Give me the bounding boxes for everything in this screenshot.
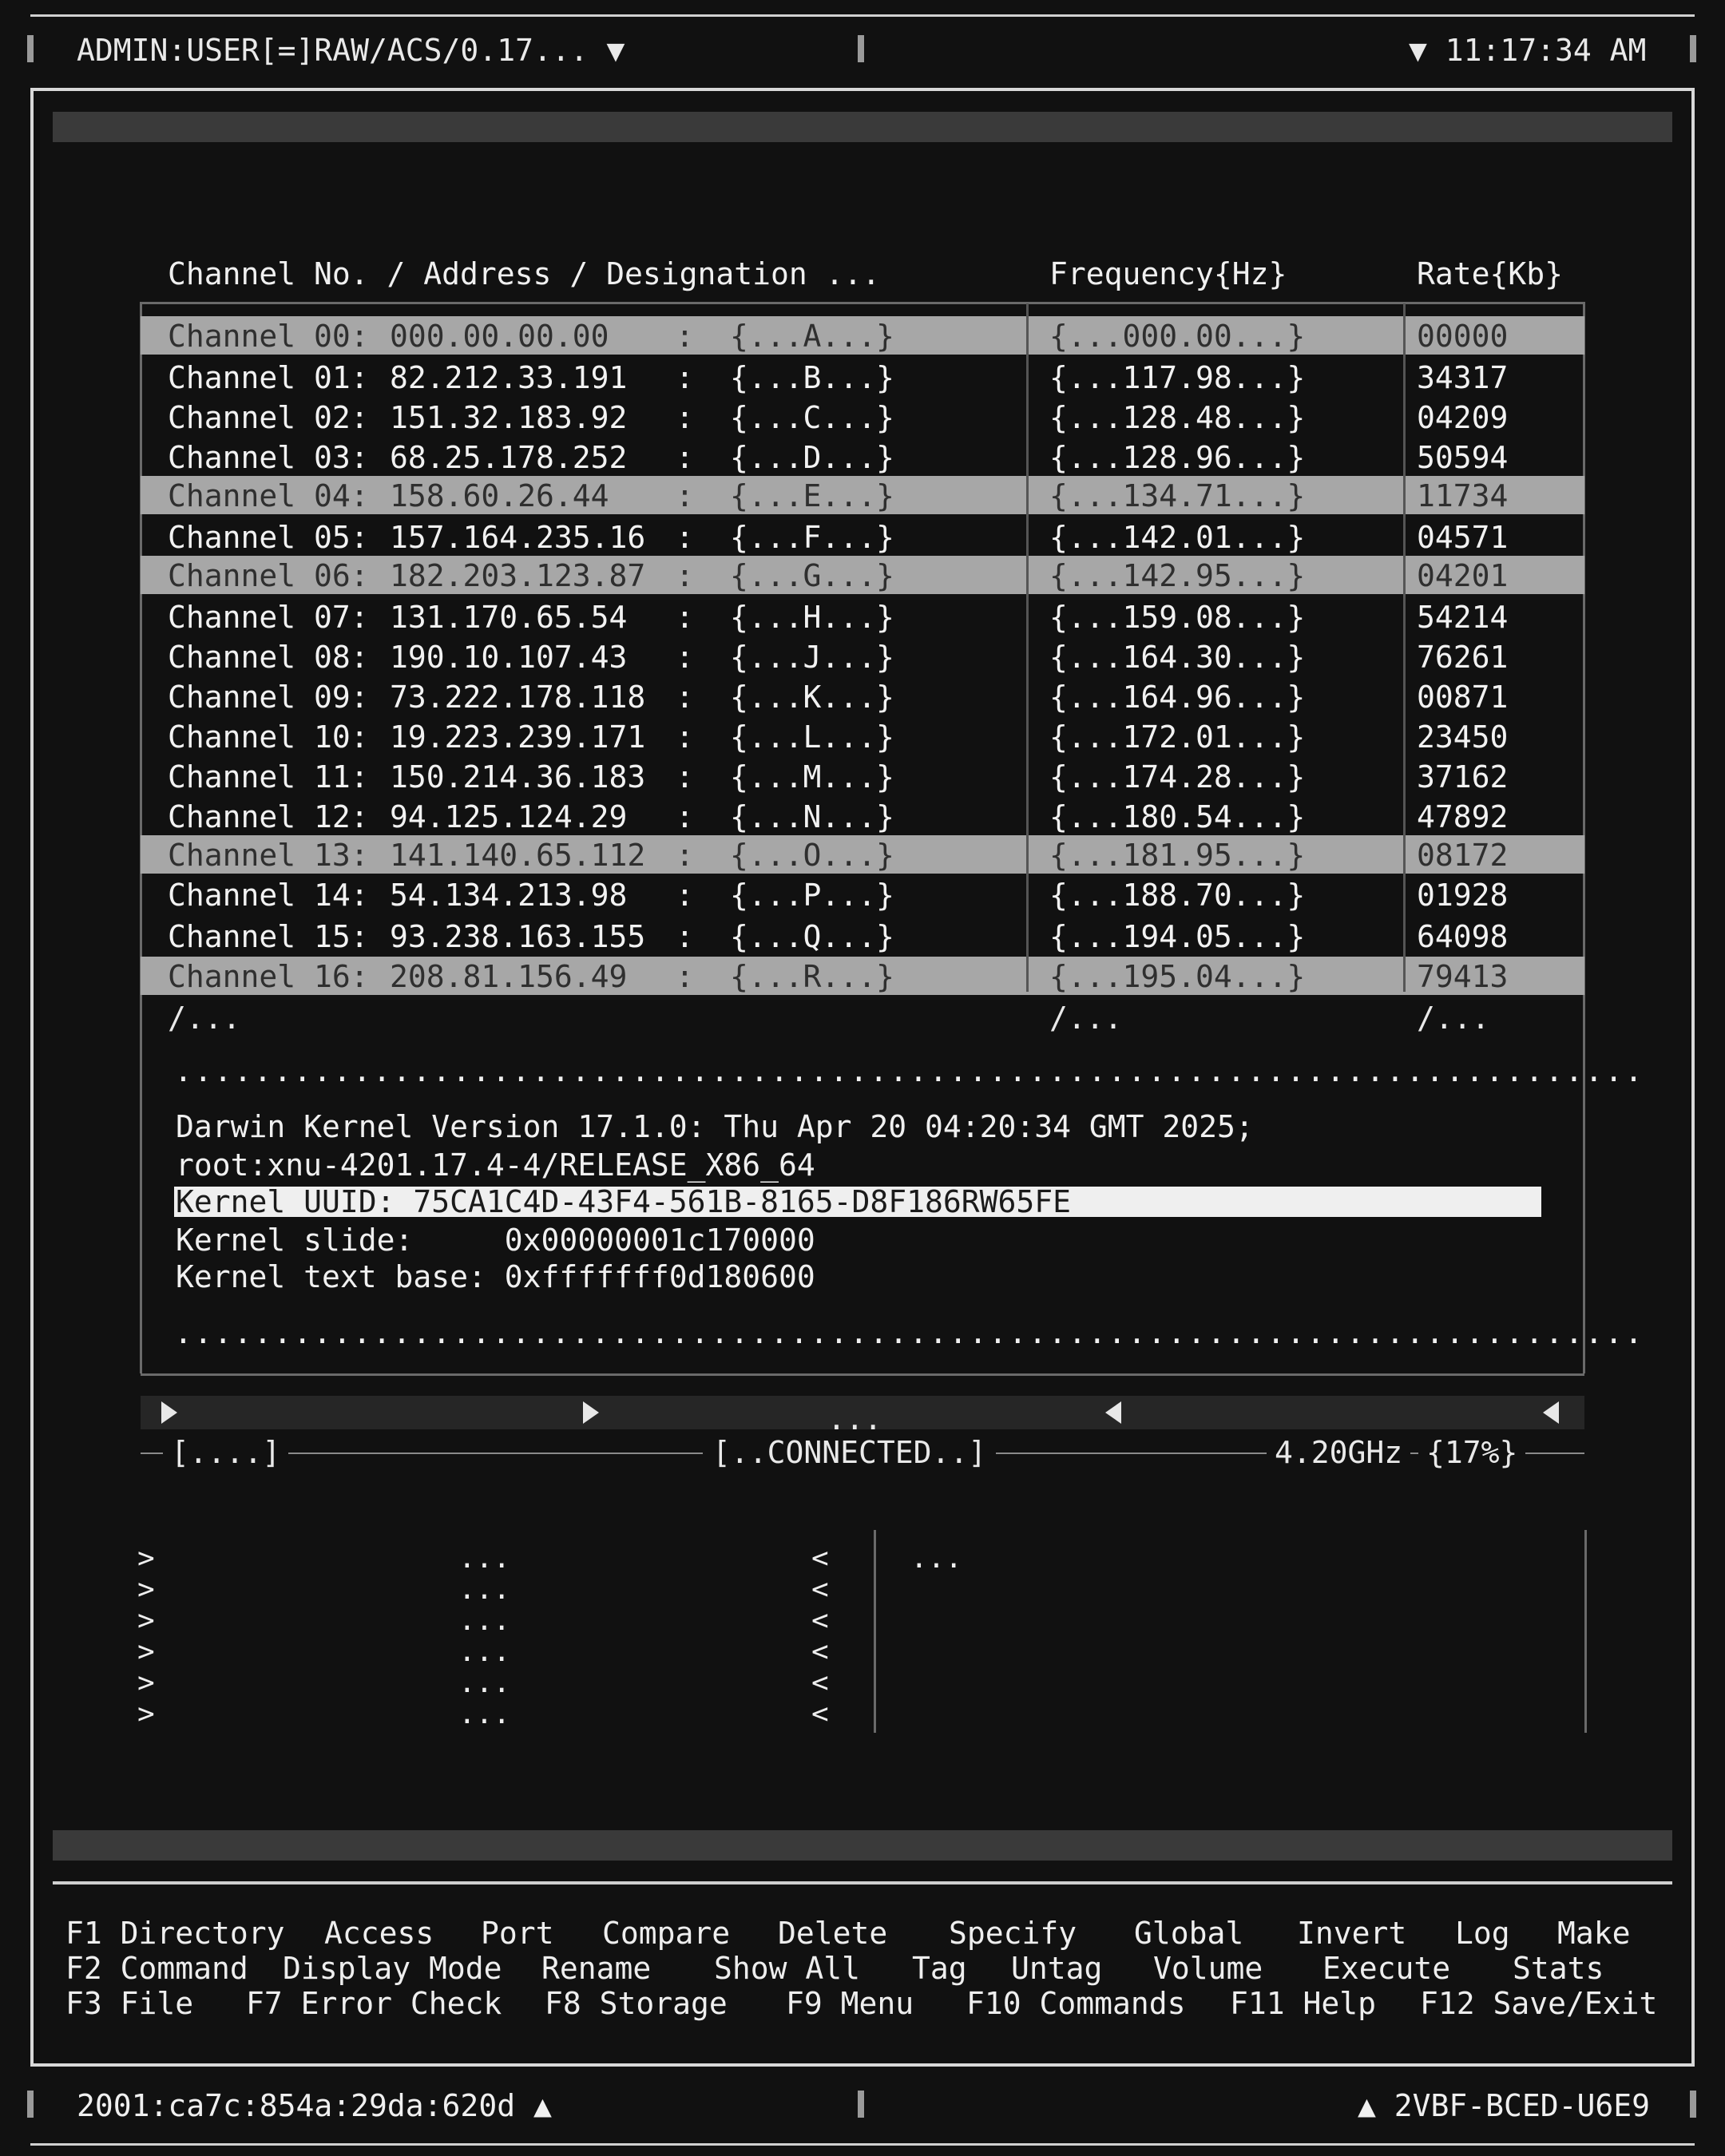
function-key-f12-save-exit[interactable]: F12 Save/Exit bbox=[1420, 1986, 1658, 2021]
function-key-rename[interactable]: Rename bbox=[541, 1951, 652, 1986]
channel-designation: {...L...} bbox=[730, 719, 894, 755]
top-left-tick bbox=[27, 35, 34, 62]
session-path[interactable]: ADMIN:USER[=]RAW/ACS/0.17... ▼ bbox=[77, 33, 625, 68]
function-key-f11-help[interactable]: F11 Help bbox=[1230, 1986, 1377, 2021]
table-row[interactable] bbox=[141, 835, 1584, 874]
function-key-volume[interactable]: Volume bbox=[1153, 1951, 1263, 1986]
dotted-separator-bottom: .......................................................................... bbox=[174, 1315, 1644, 1350]
list-collapse-marker[interactable]: < bbox=[811, 1667, 829, 1699]
channel-frequency: {...159.08...} bbox=[1049, 600, 1306, 635]
channel-rate: 00000 bbox=[1417, 319, 1509, 354]
channel-number: Channel 04: bbox=[168, 478, 369, 513]
list-item-value: ... bbox=[458, 1573, 511, 1606]
channel-number: Channel 11: bbox=[168, 759, 369, 795]
play-right-icon[interactable] bbox=[161, 1401, 177, 1424]
channel-designation: {...R...} bbox=[730, 959, 894, 994]
table-row[interactable] bbox=[141, 957, 1584, 995]
table-row[interactable] bbox=[141, 398, 1584, 436]
channel-separator: : bbox=[676, 520, 694, 555]
connection-status: [..CONNECTED..] bbox=[703, 1437, 996, 1468]
table-row[interactable] bbox=[141, 316, 1584, 355]
channel-designation: {...M...} bbox=[730, 759, 894, 795]
channel-address: 73.222.178.118 bbox=[390, 680, 646, 715]
channel-number: Channel 16: bbox=[168, 959, 369, 994]
channel-designation: {...E...} bbox=[730, 478, 894, 513]
function-key-make[interactable]: Make bbox=[1557, 1916, 1631, 1951]
channel-rate: 04209 bbox=[1417, 400, 1509, 435]
channel-number: Channel 05: bbox=[168, 520, 369, 555]
channel-separator: : bbox=[676, 919, 694, 954]
channel-designation: {...J...} bbox=[730, 640, 894, 675]
table-row[interactable] bbox=[141, 797, 1584, 835]
list-expand-marker[interactable]: > bbox=[137, 1698, 155, 1730]
function-key-display-mode[interactable]: Display Mode bbox=[283, 1951, 502, 1986]
function-key-tag[interactable]: Tag bbox=[912, 1951, 967, 1986]
kernel-slide: Kernel slide: 0x00000001c170000 bbox=[176, 1223, 815, 1258]
channel-frequency: {...128.48...} bbox=[1049, 400, 1306, 435]
channel-frequency: {...174.28...} bbox=[1049, 759, 1306, 795]
list-collapse-marker[interactable]: < bbox=[811, 1698, 829, 1730]
channel-separator: : bbox=[676, 719, 694, 755]
channel-frequency: {...195.04...} bbox=[1049, 959, 1306, 994]
function-key-compare[interactable]: Compare bbox=[602, 1916, 731, 1951]
channel-number: Channel 08: bbox=[168, 640, 369, 675]
channel-number: Channel 09: bbox=[168, 680, 369, 715]
table-row[interactable] bbox=[141, 717, 1584, 755]
channel-rate: 04201 bbox=[1417, 558, 1509, 593]
channel-address: 82.212.33.191 bbox=[390, 360, 628, 395]
channel-address: 151.32.183.92 bbox=[390, 400, 628, 435]
channel-address: 157.164.235.16 bbox=[390, 520, 646, 555]
list-collapse-marker[interactable]: < bbox=[811, 1604, 829, 1637]
channel-frequency: {...180.54...} bbox=[1049, 799, 1306, 834]
function-key-specify[interactable]: Specify bbox=[949, 1916, 1077, 1951]
channel-address: 131.170.65.54 bbox=[390, 600, 628, 635]
table-bottom-rule bbox=[141, 1373, 1584, 1376]
list-collapse-marker[interactable]: < bbox=[811, 1635, 829, 1668]
channel-rate: 01928 bbox=[1417, 878, 1509, 913]
top-right-tick bbox=[1690, 35, 1696, 62]
channel-address: 150.214.36.183 bbox=[390, 759, 646, 795]
function-key-invert[interactable]: Invert bbox=[1297, 1916, 1407, 1951]
channel-rate: 64098 bbox=[1417, 919, 1509, 954]
table-row[interactable] bbox=[141, 917, 1584, 955]
load-percent: {17%} bbox=[1418, 1437, 1525, 1468]
channel-rate: 23450 bbox=[1417, 719, 1509, 755]
channel-separator: : bbox=[676, 478, 694, 513]
play-right-icon[interactable] bbox=[583, 1401, 599, 1424]
status-left-label: [....] bbox=[163, 1437, 288, 1468]
kernel-version: Darwin Kernel Version 17.1.0: Thu Apr 20 04:20:34 GMT 2025; bbox=[176, 1109, 1254, 1144]
column-sep-rate bbox=[1403, 303, 1406, 992]
channel-rate: 76261 bbox=[1417, 640, 1509, 675]
channel-frequency: {...188.70...} bbox=[1049, 878, 1306, 913]
table-top-rule bbox=[141, 302, 1584, 304]
channel-frequency: {...172.01...} bbox=[1049, 719, 1306, 755]
channel-number: Channel 10: bbox=[168, 719, 369, 755]
more-channels[interactable]: /... bbox=[168, 1001, 241, 1036]
table-row[interactable] bbox=[141, 358, 1584, 396]
list-right-text: ... bbox=[910, 1542, 963, 1575]
list-divider bbox=[874, 1530, 876, 1733]
column-sep-frequency bbox=[1026, 303, 1029, 992]
list-right-border bbox=[1584, 1530, 1587, 1733]
channel-separator: : bbox=[676, 759, 694, 795]
channel-address: 141.140.65.112 bbox=[390, 838, 646, 873]
function-key-execute[interactable]: Execute bbox=[1322, 1951, 1451, 1986]
channel-address: 182.203.123.87 bbox=[390, 558, 646, 593]
function-key-log[interactable]: Log bbox=[1455, 1916, 1510, 1951]
slider-center-label: ... bbox=[827, 1401, 882, 1437]
channel-address: 208.81.156.49 bbox=[390, 959, 628, 994]
channel-designation: {...O...} bbox=[730, 838, 894, 873]
function-key-f3-file[interactable]: F3 File bbox=[65, 1986, 194, 2021]
channel-frequency: {...194.05...} bbox=[1049, 919, 1306, 954]
list-expand-marker[interactable]: > bbox=[137, 1667, 155, 1699]
channel-designation: {...C...} bbox=[730, 400, 894, 435]
channel-separator: : bbox=[676, 558, 694, 593]
kernel-text-base: Kernel text base: 0xfffffff0d180600 bbox=[176, 1259, 815, 1294]
channel-designation: {...P...} bbox=[730, 878, 894, 913]
bottom-right-tick bbox=[1690, 2091, 1696, 2118]
channel-rate: 37162 bbox=[1417, 759, 1509, 795]
device-code[interactable]: ▲ 2VBF-BCED-U6E9 bbox=[1358, 2088, 1651, 2123]
channel-number: Channel 13: bbox=[168, 838, 369, 873]
channel-frequency: {...000.00...} bbox=[1049, 319, 1306, 354]
header-channel: Channel No. / Address / Designation ... bbox=[168, 256, 881, 291]
bottom-rule bbox=[30, 2143, 1695, 2146]
cpu-speed: 4.20GHz bbox=[1267, 1437, 1410, 1468]
play-left-icon[interactable] bbox=[1105, 1401, 1121, 1424]
table-row[interactable] bbox=[141, 677, 1584, 715]
channel-designation: {...F...} bbox=[730, 520, 894, 555]
channel-number: Channel 02: bbox=[168, 400, 369, 435]
channel-separator: : bbox=[676, 400, 694, 435]
function-key-f1-directory[interactable]: F1 Directory bbox=[65, 1916, 285, 1951]
channel-number: Channel 00: bbox=[168, 319, 369, 354]
ipv6-address[interactable]: 2001:ca7c:854a:29da:620d ▲ bbox=[77, 2088, 552, 2123]
list-expand-marker[interactable]: > bbox=[137, 1635, 155, 1668]
clock[interactable]: ▼ 11:17:34 AM bbox=[1409, 33, 1647, 68]
top-center-tick bbox=[858, 35, 864, 62]
table-row[interactable] bbox=[141, 597, 1584, 636]
channel-designation: {...A...} bbox=[730, 319, 894, 354]
channel-designation: {...D...} bbox=[730, 440, 894, 475]
list-expand-marker[interactable]: > bbox=[137, 1604, 155, 1637]
dotted-separator-top: .......................................................................... bbox=[174, 1053, 1644, 1088]
channel-frequency: {...142.01...} bbox=[1049, 520, 1306, 555]
channel-number: Channel 12: bbox=[168, 799, 369, 834]
table-row[interactable] bbox=[141, 757, 1584, 795]
header-rate: Rate{Kb} bbox=[1417, 256, 1564, 291]
channel-rate: 04571 bbox=[1417, 520, 1509, 555]
list-item-value: ... bbox=[458, 1635, 511, 1668]
channel-number: Channel 06: bbox=[168, 558, 369, 593]
table-row[interactable] bbox=[141, 556, 1584, 594]
channel-address: 94.125.124.29 bbox=[390, 799, 628, 834]
list-item-value: ... bbox=[458, 1667, 511, 1699]
channel-address: 93.238.163.155 bbox=[390, 919, 646, 954]
list-item-value: ... bbox=[458, 1542, 511, 1575]
function-key-stats[interactable]: Stats bbox=[1513, 1951, 1604, 1986]
channel-number: Channel 03: bbox=[168, 440, 369, 475]
function-key-show-all[interactable]: Show All bbox=[714, 1951, 861, 1986]
play-left-icon[interactable] bbox=[1543, 1401, 1559, 1424]
channel-rate: 79413 bbox=[1417, 959, 1509, 994]
channel-separator: : bbox=[676, 600, 694, 635]
function-key-f10-commands[interactable]: F10 Commands bbox=[966, 1986, 1186, 2021]
bottom-left-tick bbox=[27, 2091, 34, 2118]
channel-designation: {...Q...} bbox=[730, 919, 894, 954]
channel-address: 19.223.239.171 bbox=[390, 719, 646, 755]
channel-frequency: {...164.30...} bbox=[1049, 640, 1306, 675]
table-row[interactable] bbox=[141, 476, 1584, 514]
function-key-f2-command[interactable]: F2 Command bbox=[65, 1951, 248, 1986]
channel-frequency: {...134.71...} bbox=[1049, 478, 1306, 513]
channel-designation: {...H...} bbox=[730, 600, 894, 635]
channel-rate: 00871 bbox=[1417, 680, 1509, 715]
list-item-value: ... bbox=[458, 1604, 511, 1637]
channel-frequency: {...181.95...} bbox=[1049, 838, 1306, 873]
table-row[interactable] bbox=[141, 438, 1584, 476]
channel-separator: : bbox=[676, 799, 694, 834]
channel-frequency: {...128.96...} bbox=[1049, 440, 1306, 475]
table-row[interactable] bbox=[141, 517, 1584, 556]
channel-number: Channel 15: bbox=[168, 919, 369, 954]
channel-frequency: {...164.96...} bbox=[1049, 680, 1306, 715]
channel-designation: {...K...} bbox=[730, 680, 894, 715]
table-row[interactable] bbox=[141, 875, 1584, 914]
bottom-gray-band bbox=[53, 1830, 1672, 1861]
channel-separator: : bbox=[676, 959, 694, 994]
kernel-root: root:xnu-4201.17.4-4/RELEASE_X86_64 bbox=[176, 1147, 815, 1183]
channel-frequency: {...117.98...} bbox=[1049, 360, 1306, 395]
channel-rate: 50594 bbox=[1417, 440, 1509, 475]
list-expand-marker[interactable]: > bbox=[137, 1573, 155, 1606]
channel-address: 190.10.107.43 bbox=[390, 640, 628, 675]
channel-separator: : bbox=[676, 680, 694, 715]
channel-frequency: {...142.95...} bbox=[1049, 558, 1306, 593]
more-rate[interactable]: /... bbox=[1417, 1001, 1490, 1036]
channel-rate: 08172 bbox=[1417, 838, 1509, 873]
channel-rate: 47892 bbox=[1417, 799, 1509, 834]
channel-address: 54.134.213.98 bbox=[390, 878, 628, 913]
list-collapse-marker[interactable]: < bbox=[811, 1573, 829, 1606]
list-expand-marker[interactable]: > bbox=[137, 1542, 155, 1575]
channel-rate: 54214 bbox=[1417, 600, 1509, 635]
function-key-f8-storage[interactable]: F8 Storage bbox=[545, 1986, 728, 2021]
function-key-untag[interactable]: Untag bbox=[1011, 1951, 1103, 1986]
function-key-rule bbox=[53, 1881, 1672, 1885]
channel-designation: {...N...} bbox=[730, 799, 894, 834]
more-frequency[interactable]: /... bbox=[1049, 1001, 1123, 1036]
function-key-access[interactable]: Access bbox=[324, 1916, 434, 1951]
channel-separator: : bbox=[676, 838, 694, 873]
channel-address: 000.00.00.00 bbox=[390, 319, 609, 354]
function-key-f7-error-check[interactable]: F7 Error Check bbox=[246, 1986, 502, 2021]
kernel-uuid[interactable]: Kernel UUID: 75CA1C4D-43F4-561B-8165-D8F186RW65FE bbox=[176, 1184, 1072, 1219]
channel-rate: 11734 bbox=[1417, 478, 1509, 513]
channel-separator: : bbox=[676, 440, 694, 475]
channel-separator: : bbox=[676, 878, 694, 913]
list-collapse-marker[interactable]: < bbox=[811, 1542, 829, 1575]
channel-designation: {...G...} bbox=[730, 558, 894, 593]
bottom-center-tick bbox=[858, 2091, 864, 2118]
channel-separator: : bbox=[676, 360, 694, 395]
channel-separator: : bbox=[676, 640, 694, 675]
channel-number: Channel 07: bbox=[168, 600, 369, 635]
table-row[interactable] bbox=[141, 637, 1584, 676]
header-frequency: Frequency{Hz} bbox=[1049, 256, 1287, 291]
channel-number: Channel 01: bbox=[168, 360, 369, 395]
function-key-f9-menu[interactable]: F9 Menu bbox=[786, 1986, 914, 2021]
function-key-delete[interactable]: Delete bbox=[778, 1916, 888, 1951]
function-key-global[interactable]: Global bbox=[1134, 1916, 1244, 1951]
channel-number: Channel 14: bbox=[168, 878, 369, 913]
channel-separator: : bbox=[676, 319, 694, 354]
channel-designation: {...B...} bbox=[730, 360, 894, 395]
list-item-value: ... bbox=[458, 1698, 511, 1730]
channel-address: 158.60.26.44 bbox=[390, 478, 609, 513]
channel-address: 68.25.178.252 bbox=[390, 440, 628, 475]
function-key-port[interactable]: Port bbox=[481, 1916, 554, 1951]
channel-rate: 34317 bbox=[1417, 360, 1509, 395]
top-gray-band bbox=[53, 112, 1672, 142]
top-rule bbox=[30, 14, 1695, 17]
